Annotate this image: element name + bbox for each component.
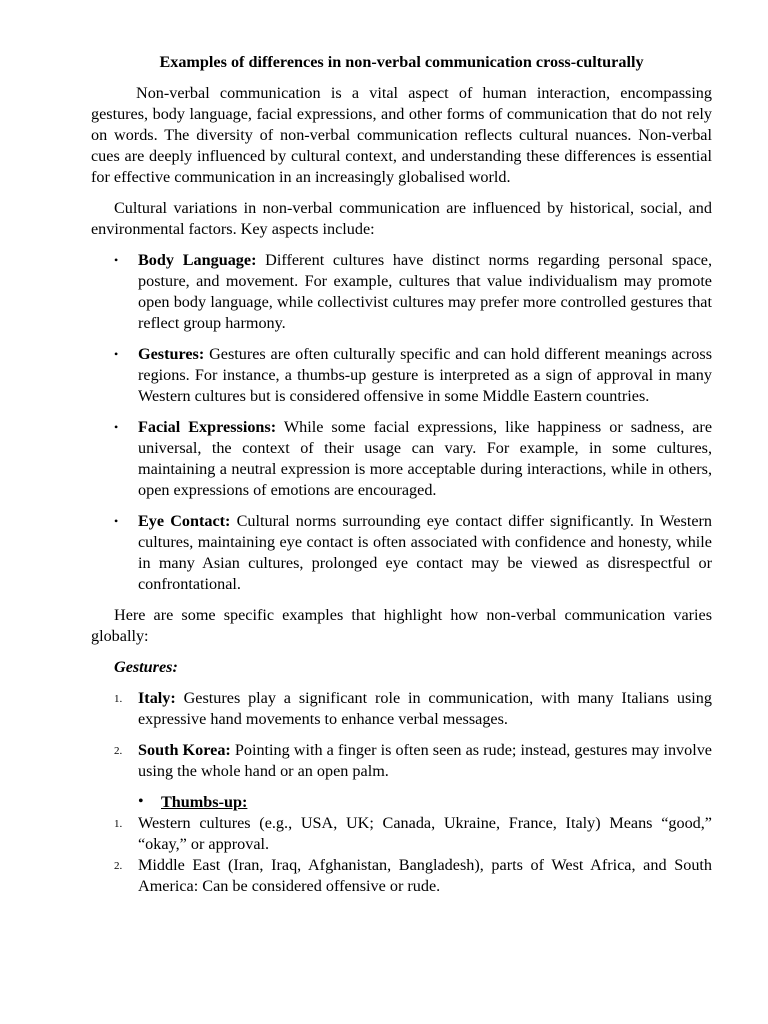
examples-paragraph: Here are some specific examples that highlight how non-verbal communication varies globally: <box>91 606 712 645</box>
thumbs-up-text: Western cultures (e.g., USA, UK; Canada, Ukraine, France, Italy) Means “good,” “okay,” or approval. <box>138 814 712 853</box>
list-item-middle-east <box>91 855 712 897</box>
aspect-label: Gestures: <box>138 345 205 363</box>
gestures-heading: Gestures: <box>114 658 178 676</box>
example-label: Italy: <box>138 689 176 707</box>
aspect-text: While some facial expressions, like happiness or sadness, are universal, the context of their usage can vary. For example, in some cultures, maintaining a neutral expression is more acceptable during interactions, while in others, open expressions of emotions are encouraged. <box>138 418 713 499</box>
document-body <box>91 52 712 897</box>
thumbs-up-text: Middle East (Iran, Iraq, Afghanistan, Bangladesh), parts of West Africa, and South America: Can be considered offensive or rude. <box>138 856 712 895</box>
list-number: 2. <box>114 745 123 757</box>
aspect-label: Facial Expressions: <box>138 418 277 436</box>
variations-paragraph: Cultural variations in non-verbal communication are influenced by historical, social, and environmental factors. Key aspects include: <box>91 199 712 238</box>
bullet-icon: • <box>114 420 119 434</box>
thumbs-up-list <box>91 813 712 897</box>
example-text: Pointing with a finger is often seen as rude; instead, gestures may involve using the whole hand or an open palm. <box>138 741 712 780</box>
list-item-western-cultures <box>91 813 712 855</box>
bullet-icon: • <box>114 514 119 528</box>
key-aspects-list <box>91 250 712 595</box>
list-number: 2. <box>114 860 123 872</box>
aspect-label: Body Language: <box>138 251 257 269</box>
bullet-icon: • <box>138 793 144 810</box>
aspect-text: Gestures are often culturally specific and can hold different meanings across regions. For instance, a thumbs-up gesture is interpreted as a sign of approval in many Western cultures but is considered offensive in some Middle Eastern countries. <box>138 345 712 405</box>
thumbs-up-heading <box>91 792 712 813</box>
list-item-gestures <box>91 344 712 407</box>
example-text: Gestures play a significant role in communication, with many Italians using expressive hand movements to enhance verbal messages. <box>138 689 712 728</box>
aspect-label: Eye Contact: <box>138 512 231 530</box>
example-label: South Korea: <box>138 741 231 759</box>
document-title: Examples of differences in non-verbal communication cross-culturally <box>159 53 644 71</box>
gesture-examples-list <box>91 688 712 782</box>
list-item-south-korea <box>91 740 712 782</box>
list-number: 1. <box>114 693 123 705</box>
bullet-icon: • <box>114 347 119 361</box>
thumbs-up-title: Thumbs-up: <box>161 793 248 811</box>
intro-paragraph: Non-verbal communication is a vital aspect of human interaction, encompassing gestures, body language, facial expressions, and other forms of communication that do not rely on words. The diversity of non-verbal communication reflects cultural nuances. Non-verbal cues are deeply influenced by cultural context, and understanding these differences is essential for effective communication in an increasingly globalised world. <box>91 84 712 186</box>
list-item-eye-contact <box>91 511 712 595</box>
bullet-icon: • <box>114 253 119 267</box>
aspect-text: Different cultures have distinct norms regarding personal space, posture, and movement. For example, cultures that value individualism may promote open body language, while collectivist cultures may prefer more controlled gestures that reflect group harmony. <box>138 251 713 332</box>
list-item-facial-expressions <box>91 417 712 501</box>
list-number: 1. <box>114 818 123 830</box>
list-item-body-language <box>91 250 712 334</box>
aspect-text: Cultural norms surrounding eye contact differ significantly. In Western cultures, maintaining eye contact is often associated with confidence and honesty, while in many Asian cultures, prolonged eye contact may be viewed as disrespectful or confrontational. <box>138 512 712 593</box>
list-item-italy <box>91 688 712 730</box>
